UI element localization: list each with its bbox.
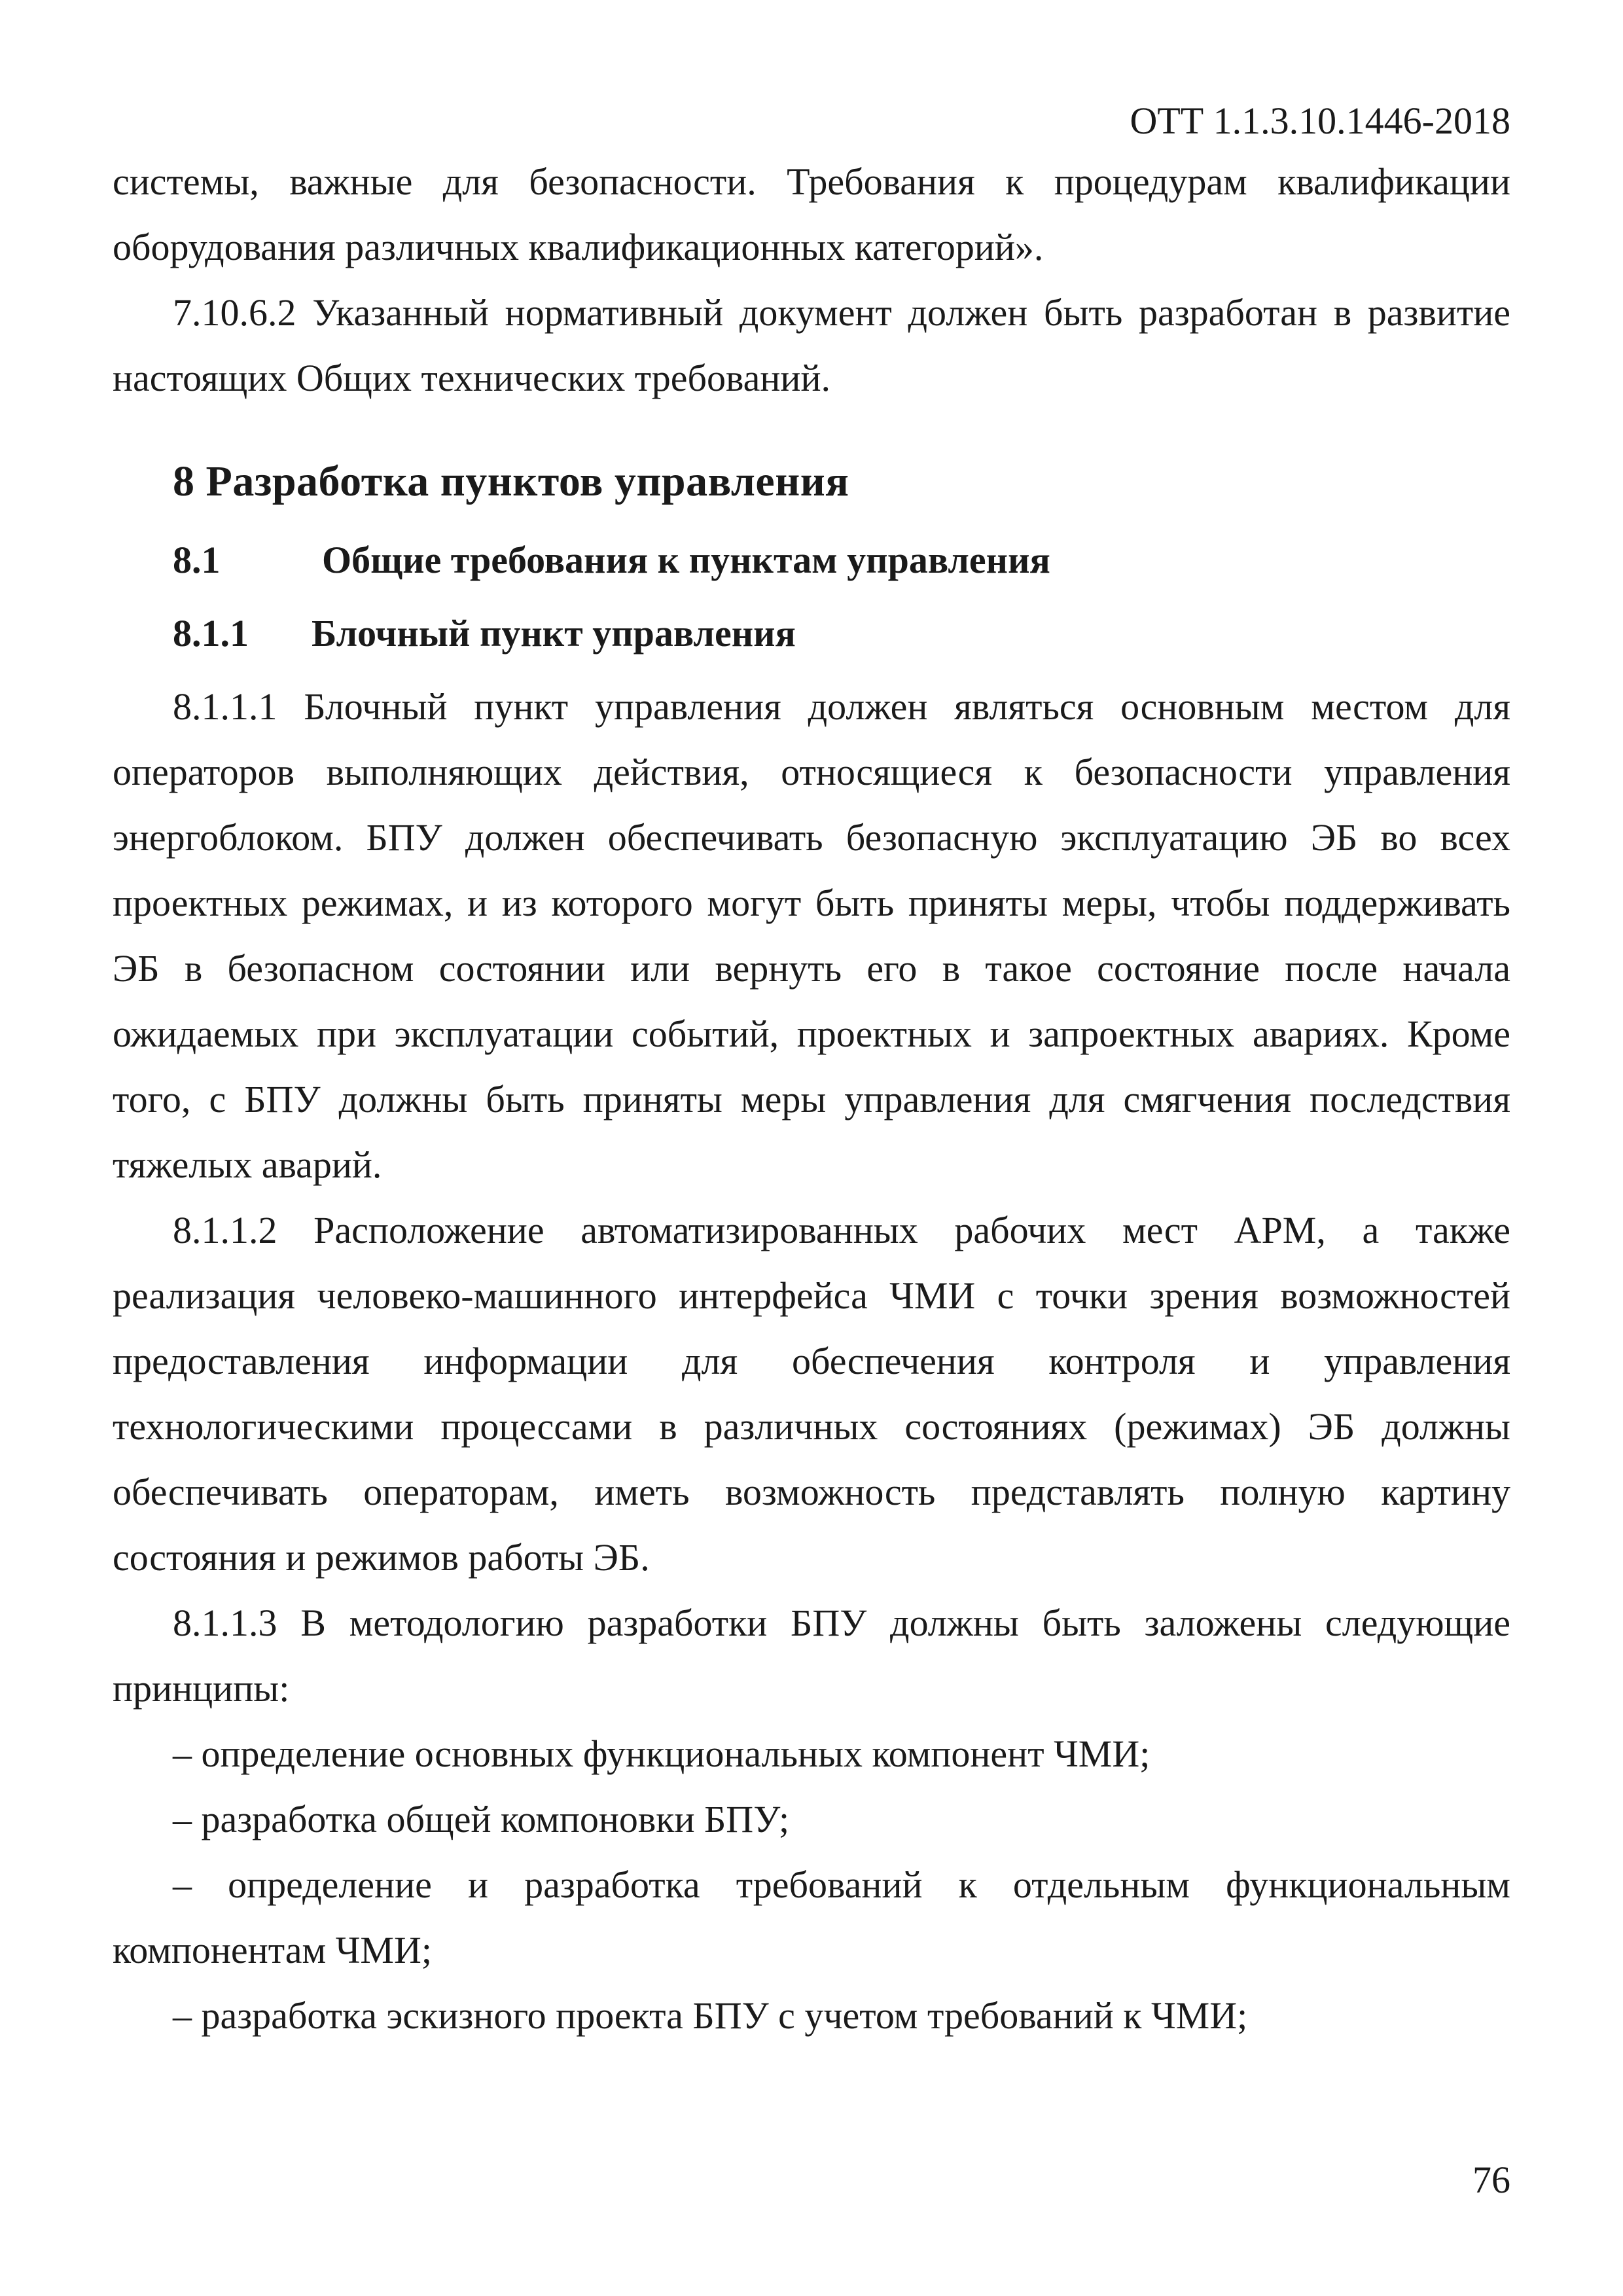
subsection-heading-8-1-1 [113, 601, 1510, 666]
section-title: Разработка пунктов управления [205, 457, 849, 505]
section-heading [113, 449, 1510, 514]
page-body [113, 149, 1510, 2049]
list-item: – определение основных функциональных компонент ЧМИ; [173, 1732, 1150, 1775]
paragraph-continuation: системы, важные для безопасности. Требования к процедурам квалификации оборудования различных квалификационных категорий». [113, 160, 1510, 268]
list-item: – разработка эскизного проекта БПУ с учетом требований к ЧМИ; [173, 1994, 1248, 2037]
subsection-number: 8.1.1 [173, 612, 249, 655]
paragraph-7-10-6-2: 7.10.6.2 Указанный нормативный документ должен быть разработан в развитие настоящих Общих технических требований. [113, 291, 1510, 399]
subsection-heading-8-1 [113, 528, 1510, 593]
subsection-number: 8.1 [173, 539, 221, 581]
list-item: – определение и разработка требований к отдельным функциональным компонентам ЧМИ; [113, 1863, 1510, 1971]
subsection-title: Блочный пункт управления [312, 612, 796, 655]
document-code-header: ОТТ 1.1.3.10.1446-2018 [1130, 99, 1510, 142]
section-number: 8 [173, 457, 195, 505]
paragraph-8-1-1-3: 8.1.1.3 В методологию разработки БПУ должны быть заложены следующие принципы: [113, 1602, 1510, 1710]
paragraph-8-1-1-1: 8.1.1.1 Блочный пункт управления должен являться основным местом для операторов выполняющих действия, относящиеся к безопасности управления энергоблоком. БПУ должен обеспечивать безопасную эксплуатацию ЭБ во всех проектных режимах, и из которого могут быть приняты меры, чтобы поддерживать ЭБ в безопасном состоянии или вернуть его в такое состояние после начала ожидаемых при эксплуатации событий, проектных и запроектных авариях. Кроме того, с БПУ должны быть приняты меры управления для смягчения последствия тяжелых аварий. [113, 685, 1510, 1186]
paragraph-8-1-1-2: 8.1.1.2 Расположение автоматизированных рабочих мест АРМ, а также реализация человеко-машинного интерфейса ЧМИ с точки зрения возможностей предоставления информации для обеспечения контроля и управления технологическими процессами в различных состояниях (режимах) ЭБ должны обеспечивать операторам, иметь возможность представлять полную картину состояния и режимов работы ЭБ. [113, 1209, 1510, 1579]
subsection-title: Общие требования к пунктам управления [322, 539, 1050, 581]
list-item: – разработка общей компоновки БПУ; [173, 1798, 790, 1840]
page-number: 76 [1472, 2159, 1510, 2201]
